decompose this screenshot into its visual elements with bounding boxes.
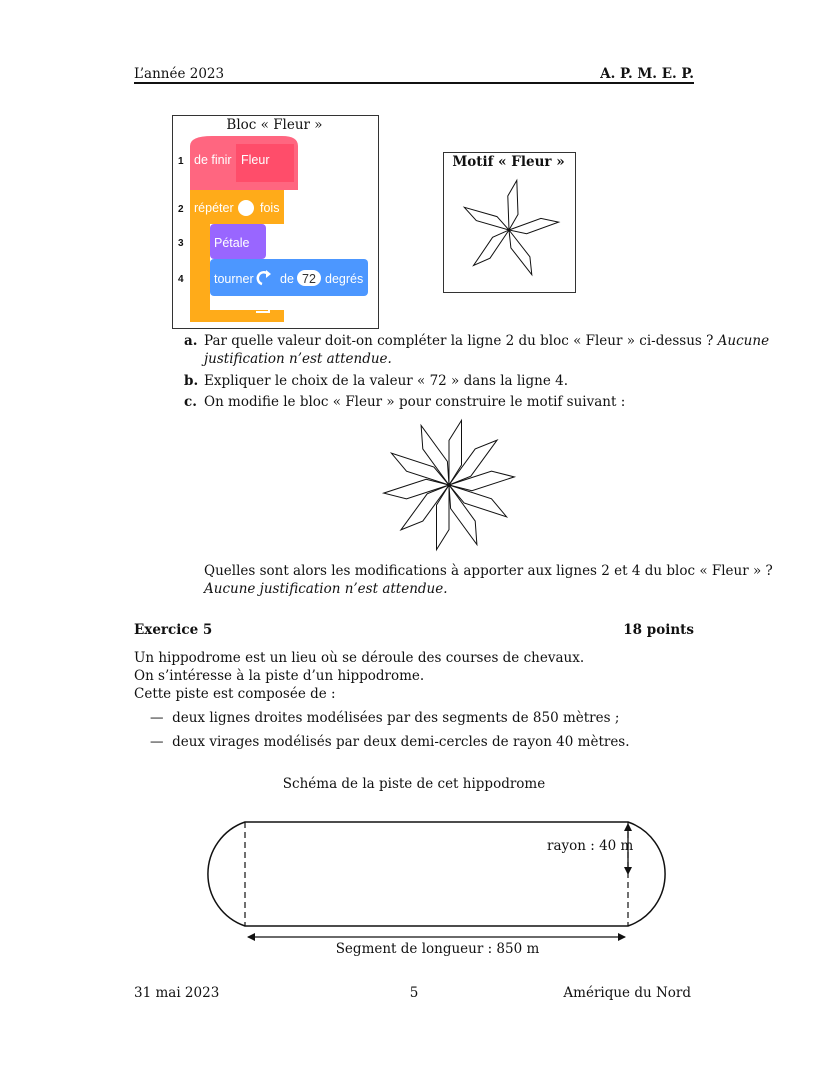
turn-value: 72 xyxy=(302,272,316,286)
exercise-paragraph-1: Un hippodrome est un lieu où se déroule des courses de chevaux. xyxy=(134,650,585,666)
question-c-followup-italic: Aucune justification n’est attendue. xyxy=(204,581,448,597)
question-a-label: a. xyxy=(184,333,198,349)
bullet-dash: — xyxy=(150,710,164,726)
question-a-text-2: justification n’est attendue. xyxy=(204,351,392,367)
question-b-label: b. xyxy=(184,373,199,389)
header-apmep: A. P. M. E. P. xyxy=(600,66,694,82)
petal-rhombus xyxy=(464,207,509,230)
bullet-dash: — xyxy=(150,734,164,750)
define-label: de finir xyxy=(194,153,232,167)
line-number-3: 3 xyxy=(178,238,184,249)
header-rule xyxy=(134,82,694,84)
line-number-4: 4 xyxy=(178,274,184,285)
turn-unit: degrés xyxy=(325,272,364,286)
petal-rhombus xyxy=(508,180,518,230)
question-b-text: Expliquer le choix de la valeur « 72 » dans la ligne 4. xyxy=(204,373,568,389)
petal-rhombus xyxy=(474,230,510,266)
segment-label: Segment de longueur : 850 m xyxy=(335,941,540,957)
turn-de: de xyxy=(280,272,294,286)
line-number-2: 2 xyxy=(178,204,184,215)
bullet-text-2: deux virages modélisés par deux demi-cercles de rayon 40 mètres. xyxy=(172,734,630,750)
page-number: 5 xyxy=(409,985,419,1001)
exercise-bullet-1 xyxy=(150,710,619,726)
question-a-text: Par quelle valeur doit-on compléter la ligne 2 du bloc « Fleur » ci-dessus ? xyxy=(204,333,714,349)
question-c-followup: Quelles sont alors les modifications à apporter aux lignes 2 et 4 du bloc « Fleur » ? xyxy=(204,563,773,579)
header-date: L’année 2023 xyxy=(134,66,225,82)
petal-rhombus xyxy=(509,230,532,275)
define-name: Fleur xyxy=(241,153,270,167)
motif-fleur-figure xyxy=(443,172,574,291)
footer-region: Amérique du Nord xyxy=(563,985,691,1001)
bullet-text-1: deux lignes droites modélisées par des segments de 850 mètres ; xyxy=(172,710,620,726)
motif-title: Motif « Fleur » xyxy=(452,154,565,170)
repeat-label: répéter xyxy=(194,201,234,215)
scratch-block-title: Bloc « Fleur » xyxy=(226,117,323,133)
motif-modifie-figure xyxy=(374,410,524,560)
turn-label: tourner xyxy=(214,272,254,286)
exercise-paragraph-2: On s’intéresse à la piste d’un hippodrome. xyxy=(134,668,425,684)
petal-label: Pétale xyxy=(214,236,250,250)
footer-date: 31 mai 2023 xyxy=(134,985,220,1001)
exercise-bullet-2 xyxy=(150,734,630,750)
exercise-paragraph-3: Cette piste est composée de : xyxy=(134,686,336,702)
schema-title: Schéma de la piste de cet hippodrome xyxy=(282,776,546,792)
line-number-1: 1 xyxy=(178,156,184,167)
exercise-points: 18 points xyxy=(623,622,694,638)
hippodrome-schema xyxy=(190,815,685,945)
exercise-title: Exercice 5 xyxy=(134,622,213,638)
question-a-italic: Aucune xyxy=(717,333,770,349)
question-c-label: c. xyxy=(184,394,197,410)
repeat-suffix: fois xyxy=(260,201,280,215)
petal-rhombus xyxy=(509,218,559,233)
radius-label: rayon : 40 m xyxy=(547,838,634,854)
repeat-count-input xyxy=(238,200,254,216)
question-c-text: On modifie le bloc « Fleur » pour construire le motif suivant : xyxy=(204,394,626,410)
